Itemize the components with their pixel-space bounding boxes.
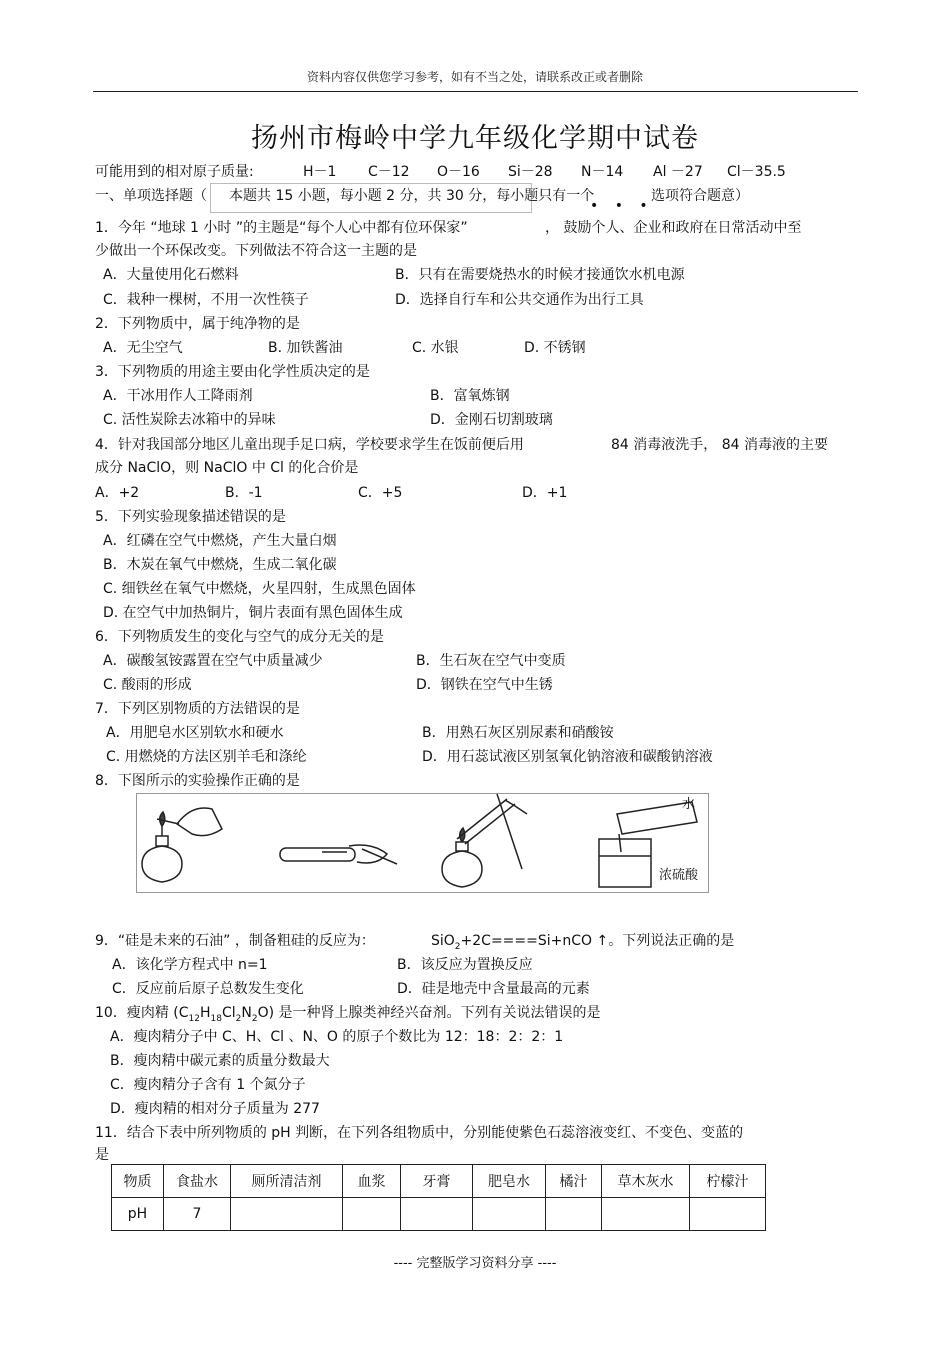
q10-option-b: B．瘦肉精中碳元素的质量分数最大 [110, 1053, 330, 1069]
q3-option-a: A．干冰用作人工降雨剂 [103, 388, 253, 404]
experiment-figure [136, 793, 709, 893]
q9-formula-sio: SiO [431, 933, 455, 949]
table-cell: 牙膏 [401, 1165, 473, 1198]
q4-line1a: 4．针对我国部分地区儿童出现手足口病，学校要求学生在饭前便后用 [95, 437, 524, 453]
page-title: 扬州市梅岭中学九年级化学期中试卷 [251, 123, 699, 154]
q7-option-a: A．用肥皂水区别软水和硬水 [106, 725, 284, 741]
q4-option-b: B．-1 [225, 485, 263, 501]
q10-stem-e: O) 是一种肾上腺类神经兴奋剂。下列有关说法错误的是 [257, 1005, 601, 1021]
q5-option-b: B．木炭在氧气中燃烧，生成二氧化碳 [103, 557, 337, 573]
table-cell [690, 1198, 766, 1231]
q10-sub-1: 12 [188, 1013, 200, 1024]
q1-line2: 少做出一个环保改变。下列做法不符合这一主题的是 [95, 243, 417, 259]
q5-option-c: C. 细铁丝在氧气中燃烧，火星四射，生成黑色固体 [103, 581, 416, 597]
q9-formula-rest: +2C====Si+nCO ↑。下列说法正确的是 [460, 933, 735, 949]
q9-formula-sub: 2 [454, 941, 461, 952]
q3-option-d: D．金刚石切割玻璃 [430, 412, 553, 428]
section-prefix: 一、单项选择题（ [95, 188, 207, 204]
q5-option-d: D. 在空气中加热铜片，铜片表面有黑色固体生成 [103, 605, 403, 621]
q10-sub-4: 2 [251, 1013, 258, 1024]
table-cell [602, 1198, 690, 1231]
q1-line1b: ， 鼓励个人、企业和政府在日常活动中至 [545, 220, 802, 236]
q6-option-a: A．碳酸氢铵露置在空气中质量减少 [103, 653, 323, 669]
q5-stem: 5．下列实验现象描述错误的是 [95, 509, 286, 525]
table-header-row [112, 1165, 766, 1198]
header-note: 资料内容仅供您学习参考，如有不当之处，请联系改正或者删除 [306, 70, 643, 84]
experiment-illustrations [137, 794, 710, 894]
table-cell [546, 1198, 602, 1231]
q9-option-a: A．该化学方程式中 n=1 [112, 957, 268, 973]
atomic-mass-label: 可能用到的相对原子质量: [95, 164, 254, 180]
atomic-mass-al: Al －27 [653, 164, 703, 180]
q9-stem-a: 9．“硅是未来的石油” ，制备粗硅的反应为： [95, 933, 375, 949]
q9-option-d: D．硅是地壳中含量最高的元素 [397, 981, 590, 997]
table-cell [401, 1198, 473, 1231]
table-cell: 7 [164, 1198, 231, 1231]
q7-option-b: B．用熟石灰区别尿素和硝酸铵 [422, 725, 614, 741]
q1-line1a: 1．今年 “地球 1 小时 ”的主题是“每个人心中都有位环保家” [95, 220, 468, 236]
atomic-mass-h: H－1 [303, 164, 337, 180]
q10-stem-d: N [241, 1005, 252, 1021]
q10-option-c: C．瘦肉精分子含有 1 个氮分子 [110, 1077, 306, 1093]
label-water: 水 [682, 797, 696, 812]
operation-b-icon [280, 845, 397, 864]
q2-option-b: B. 加铁酱油 [268, 340, 343, 356]
table-cell: 肥皂水 [473, 1165, 546, 1198]
q2-stem: 2．下列物质中，属于纯净物的是 [95, 316, 300, 332]
q1-option-c: C．栽种一棵树，不用一次性筷子 [103, 292, 309, 308]
q4-line2: 成分 NaClO，则 NaClO 中 Cl 的化合价是 [95, 460, 359, 476]
q10-stem-c: Cl [221, 1005, 236, 1021]
q7-stem: 7．下列区别物质的方法错误的是 [95, 701, 300, 717]
atomic-mass-o: O－16 [437, 164, 480, 180]
q11-line2: 是 [95, 1147, 109, 1163]
q1-option-d: D．选择自行车和公共交通作为出行工具 [395, 292, 644, 308]
q10-stem-b: H [199, 1005, 211, 1021]
ph-table [111, 1164, 766, 1231]
q10-stem [95, 1004, 601, 1028]
operation-c-icon [442, 794, 527, 887]
emphasis-dots: • • • [590, 198, 654, 214]
q10-sub-3: 2 [235, 1013, 242, 1024]
table-cell: 厕所清洁剂 [231, 1165, 343, 1198]
q11-line1: 11．结合下表中所列物质的 pH 判断，在下列各组物质中，分别能使紫色石蕊溶液变红、不变色、变蓝的 [95, 1125, 744, 1141]
q5-option-a: A．红磷在空气中燃烧，产生大量白烟 [103, 533, 337, 549]
q4-option-c: C．+5 [358, 485, 403, 501]
q4-option-a: A．+2 [95, 485, 140, 501]
q10-sub-2: 18 [210, 1013, 222, 1024]
atomic-mass-n: N－14 [581, 164, 624, 180]
q3-option-c: C. 活性炭除去冰箱中的异味 [103, 412, 276, 428]
table-cell: 血浆 [343, 1165, 401, 1198]
q6-option-b: B．生石灰在空气中变质 [416, 653, 566, 669]
atomic-mass-si: Si－28 [508, 164, 553, 180]
operation-a-icon [142, 808, 222, 882]
atomic-mass-c: C－12 [368, 164, 410, 180]
q4-option-d: D．+1 [522, 485, 568, 501]
q10-option-d: D．瘦肉精的相对分子质量为 277 [110, 1101, 320, 1117]
table-cell: 食盐水 [164, 1165, 231, 1198]
table-cell: pH [112, 1198, 164, 1231]
q9-option-c: C．反应前后原子总数发生变化 [112, 981, 304, 997]
q6-option-c: C. 酸雨的形成 [103, 677, 192, 693]
q4-line1b: 84 消毒液洗手， 84 消毒液的主要 [611, 437, 828, 453]
table-cell: 柠檬汁 [690, 1165, 766, 1198]
q1-option-b: B．只有在需要烧热水的时候才接通饮水机电源 [395, 267, 685, 283]
q7-option-c: C. 用燃烧的方法区别羊毛和涤纶 [106, 749, 307, 765]
q10-option-a: A．瘦肉精分子中 C、H、Cl 、N、O 的原子个数比为 12：18：2：2：1 [110, 1029, 564, 1045]
q2-option-a: A．无尘空气 [103, 340, 183, 356]
atomic-mass-cl: Cl－35.5 [727, 164, 786, 180]
q8-stem: 8．下图所示的实验操作正确的是 [95, 773, 300, 789]
table-cell: 物质 [112, 1165, 164, 1198]
section-suffix: 选项符合题意） [651, 188, 749, 204]
q2-option-d: D. 不锈钢 [524, 340, 586, 356]
table-cell [343, 1198, 401, 1231]
q1-option-a: A．大量使用化石燃料 [103, 267, 239, 283]
q3-option-b: B．富氧炼钢 [430, 388, 510, 404]
q9-option-b: B．该反应为置换反应 [397, 957, 533, 973]
header-rule [93, 91, 858, 92]
table-cell: 橘汁 [546, 1165, 602, 1198]
q6-option-d: D．钢铁在空气中生锈 [416, 677, 553, 693]
q7-option-d: D．用石蕊试液区别氢氧化钠溶液和碳酸钠溶液 [422, 749, 713, 765]
q6-stem: 6．下列物质发生的变化与空气的成分无关的是 [95, 629, 384, 645]
q2-option-c: C. 水银 [412, 340, 459, 356]
q10-stem-a: 10．瘦肉精 (C [95, 1005, 189, 1021]
table-row [112, 1198, 766, 1231]
section-middle: 本题共 15 小题，每小题 2 分，共 30 分，每小题只有一个 [229, 188, 595, 204]
footer-text: ---- 完整版学习资料分享 ---- [393, 1256, 557, 1271]
q3-stem: 3．下列物质的用途主要由化学性质决定的是 [95, 364, 370, 380]
table-cell [473, 1198, 546, 1231]
table-cell: 草木灰水 [602, 1165, 690, 1198]
q9-stem-formula [431, 932, 734, 956]
label-acid: 浓硫酸 [659, 868, 699, 883]
table-cell [231, 1198, 343, 1231]
